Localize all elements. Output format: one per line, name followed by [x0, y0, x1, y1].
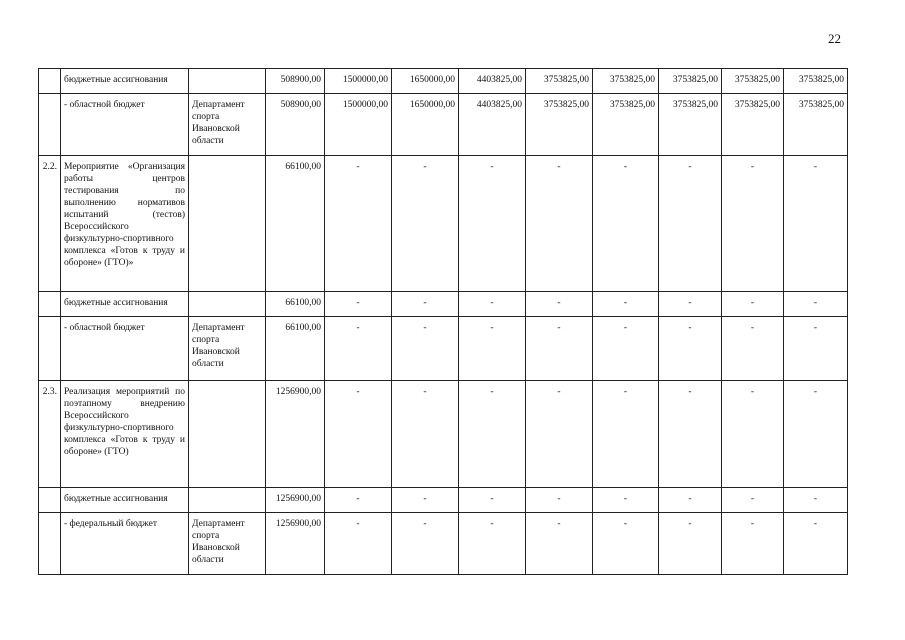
value-cell: - [526, 488, 593, 513]
value-cell: - [722, 292, 784, 317]
table-row [39, 513, 848, 575]
value-cell: - [325, 381, 392, 488]
value-cell: - [325, 513, 392, 575]
budget-table [38, 68, 848, 575]
value-cell: - [325, 488, 392, 513]
value-cell: 3753825,00 [659, 94, 722, 156]
value-cell: - [325, 317, 392, 381]
row-name: - федеральный бюджет [61, 513, 189, 575]
row-name: - областной бюджет [61, 94, 189, 156]
value-cell: 3753825,00 [593, 69, 659, 94]
value-cell: 3753825,00 [722, 94, 784, 156]
table-row [39, 156, 848, 292]
value-cell: - [593, 513, 659, 575]
table-row [39, 488, 848, 513]
value-cell: 3753825,00 [722, 69, 784, 94]
value-cell: - [659, 317, 722, 381]
row-name: Реализация мероприятий по поэтапному внедрению Всероссийского физкультурно-спортивного комплекса «Готов к труду и обороне» (ГТО) [61, 381, 189, 488]
row-name: Мероприятие «Организация работы центров тестирования по выполнению нормативов испытаний (тестов) Всероссийского физкультурно-спортивного комплекса «Готов к труду и обороне» (ГТО)» [61, 156, 189, 292]
value-cell: - [459, 513, 526, 575]
value-cell: - [659, 488, 722, 513]
row-executor [189, 381, 266, 488]
row-index [39, 488, 61, 513]
row-executor: Департамент спорта Ивановской области [189, 513, 266, 575]
value-cell: 4403825,00 [459, 69, 526, 94]
value-cell: - [459, 156, 526, 292]
row-executor [189, 488, 266, 513]
row-executor: Департамент спорта Ивановской области [189, 94, 266, 156]
value-cell: 1650000,00 [392, 94, 459, 156]
value-cell: - [459, 488, 526, 513]
value-cell: - [392, 317, 459, 381]
value-cell: - [392, 488, 459, 513]
row-index [39, 292, 61, 317]
value-cell: - [392, 513, 459, 575]
table-row [39, 381, 848, 488]
value-cell: 3753825,00 [526, 94, 593, 156]
value-cell: - [722, 317, 784, 381]
row-executor: Департамент спорта Ивановской области [189, 317, 266, 381]
value-cell: - [526, 317, 593, 381]
value-cell: - [392, 292, 459, 317]
value-cell: - [459, 292, 526, 317]
value-cell: - [593, 292, 659, 317]
value-cell: - [659, 292, 722, 317]
value-cell: - [593, 317, 659, 381]
row-name: бюджетные ассигнования [61, 292, 189, 317]
value-cell: 1256900,00 [266, 488, 325, 513]
value-cell: - [722, 381, 784, 488]
row-index: 2.3. [39, 381, 61, 488]
value-cell: 66100,00 [266, 317, 325, 381]
value-cell: - [659, 513, 722, 575]
value-cell: - [722, 488, 784, 513]
table-row [39, 292, 848, 317]
value-cell: 3753825,00 [526, 69, 593, 94]
value-cell: - [459, 317, 526, 381]
row-index [39, 317, 61, 381]
value-cell: - [659, 381, 722, 488]
value-cell: 1650000,00 [392, 69, 459, 94]
row-name: бюджетные ассигнования [61, 488, 189, 513]
table-row [39, 317, 848, 381]
value-cell: - [392, 381, 459, 488]
value-cell: - [325, 156, 392, 292]
value-cell: 1500000,00 [325, 69, 392, 94]
value-cell: - [593, 156, 659, 292]
value-cell: 1500000,00 [325, 94, 392, 156]
value-cell: - [526, 292, 593, 317]
value-cell: - [784, 292, 848, 317]
row-executor [189, 69, 266, 94]
value-cell: 508900,00 [266, 69, 325, 94]
value-cell: - [325, 292, 392, 317]
row-executor [189, 292, 266, 317]
value-cell: 1256900,00 [266, 381, 325, 488]
row-index [39, 94, 61, 156]
value-cell: - [784, 156, 848, 292]
value-cell: - [784, 317, 848, 381]
value-cell: - [722, 156, 784, 292]
row-name: бюджетные ассигнования [61, 69, 189, 94]
table-row [39, 69, 848, 94]
value-cell: 3753825,00 [593, 94, 659, 156]
value-cell: 66100,00 [266, 156, 325, 292]
value-cell: 3753825,00 [784, 69, 848, 94]
row-name: - областной бюджет [61, 317, 189, 381]
value-cell: - [593, 381, 659, 488]
row-index: 2.2. [39, 156, 61, 292]
value-cell: 508900,00 [266, 94, 325, 156]
value-cell: - [526, 513, 593, 575]
page-number: 22 [828, 31, 841, 46]
value-cell: - [784, 381, 848, 488]
value-cell: - [593, 488, 659, 513]
table-row [39, 94, 848, 156]
row-executor [189, 156, 266, 292]
value-cell: - [784, 488, 848, 513]
value-cell: - [459, 381, 526, 488]
row-index [39, 69, 61, 94]
row-index [39, 513, 61, 575]
value-cell: 3753825,00 [784, 94, 848, 156]
value-cell: - [392, 156, 459, 292]
value-cell: - [526, 381, 593, 488]
value-cell: - [659, 156, 722, 292]
value-cell: - [526, 156, 593, 292]
value-cell: 3753825,00 [659, 69, 722, 94]
value-cell: 4403825,00 [459, 94, 526, 156]
value-cell: 1256900,00 [266, 513, 325, 575]
value-cell: 66100,00 [266, 292, 325, 317]
value-cell: - [722, 513, 784, 575]
value-cell: - [784, 513, 848, 575]
